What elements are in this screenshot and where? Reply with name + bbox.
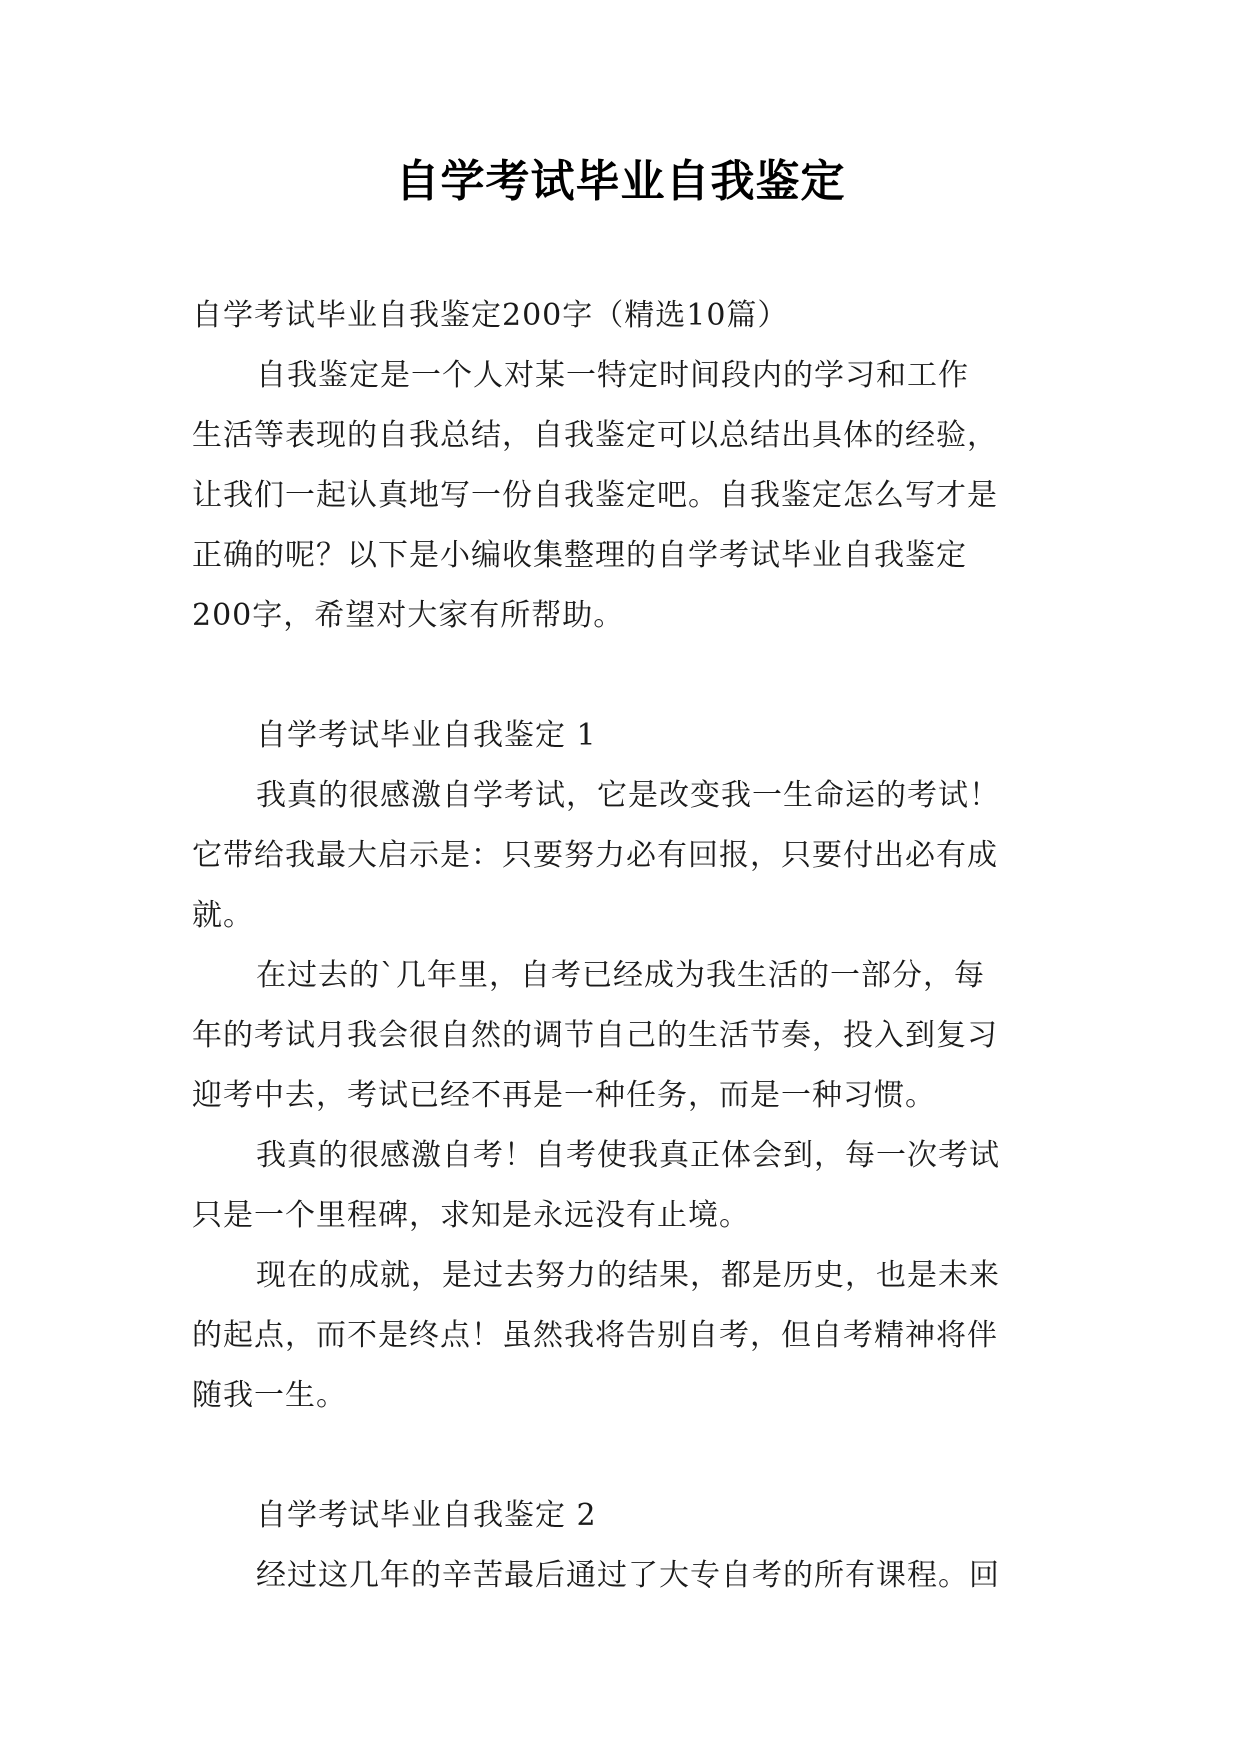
paragraph-line: 年的考试月我会很自然的调节自己的生活节奏，投入到复习 (192, 1018, 998, 1053)
paragraph-line: 只是一个里程碑，求知是永远没有止境。 (192, 1198, 750, 1233)
intro-line: 200字，希望对大家有所帮助。 (192, 598, 625, 633)
spacer (192, 646, 1064, 706)
paragraph (192, 766, 1064, 946)
paragraph-line: 就。 (192, 898, 254, 933)
paragraph-line: 随我一生。 (192, 1378, 347, 1413)
section-heading: 自学考试毕业自我鉴定 2 (256, 1498, 597, 1533)
intro-line: 生活等表现的自我总结，自我鉴定可以总结出具体的经验， (192, 418, 998, 453)
section-heading: 自学考试毕业自我鉴定 1 (256, 718, 597, 753)
paragraph (192, 1546, 1064, 1606)
document-body (192, 286, 1064, 1606)
document-title: 自学考试毕业自我鉴定 (395, 156, 846, 207)
intro-line: 自我鉴定是一个人对某一特定时间段内的学习和工作 (256, 358, 969, 393)
paragraph-line: 在过去的`几年里，自考已经成为我生活的一部分，每 (256, 958, 985, 993)
paragraph (192, 1246, 1064, 1426)
paragraph-line: 的起点，而不是终点！虽然我将告别自考，但自考精神将伴 (192, 1318, 998, 1353)
intro-line: 正确的呢？以下是小编收集整理的自学考试毕业自我鉴定 (192, 538, 967, 573)
paragraph-line: 它带给我最大启示是：只要努力必有回报，只要付出必有成 (192, 838, 998, 873)
document-subtitle: 自学考试毕业自我鉴定200字（精选10篇） (192, 298, 789, 333)
paragraph-line: 我真的很感激自考！自考使我真正体会到，每一次考试 (256, 1138, 1000, 1173)
intro-paragraph (192, 346, 1064, 646)
paragraph-line: 经过这几年的辛苦最后通过了大专自考的所有课程。回 (256, 1558, 1000, 1593)
paragraph (192, 946, 1064, 1126)
intro-line: 让我们一起认真地写一份自我鉴定吧。自我鉴定怎么写才是 (192, 478, 998, 513)
paragraph-line: 现在的成就，是过去努力的结果，都是历史，也是未来 (256, 1258, 1000, 1293)
spacer (192, 1426, 1064, 1486)
paragraph (192, 1126, 1064, 1246)
paragraph-line: 迎考中去，考试已经不再是一种任务，而是一种习惯。 (192, 1078, 936, 1113)
paragraph-line: 我真的很感激自学考试，它是改变我一生命运的考试！ (256, 778, 1000, 813)
